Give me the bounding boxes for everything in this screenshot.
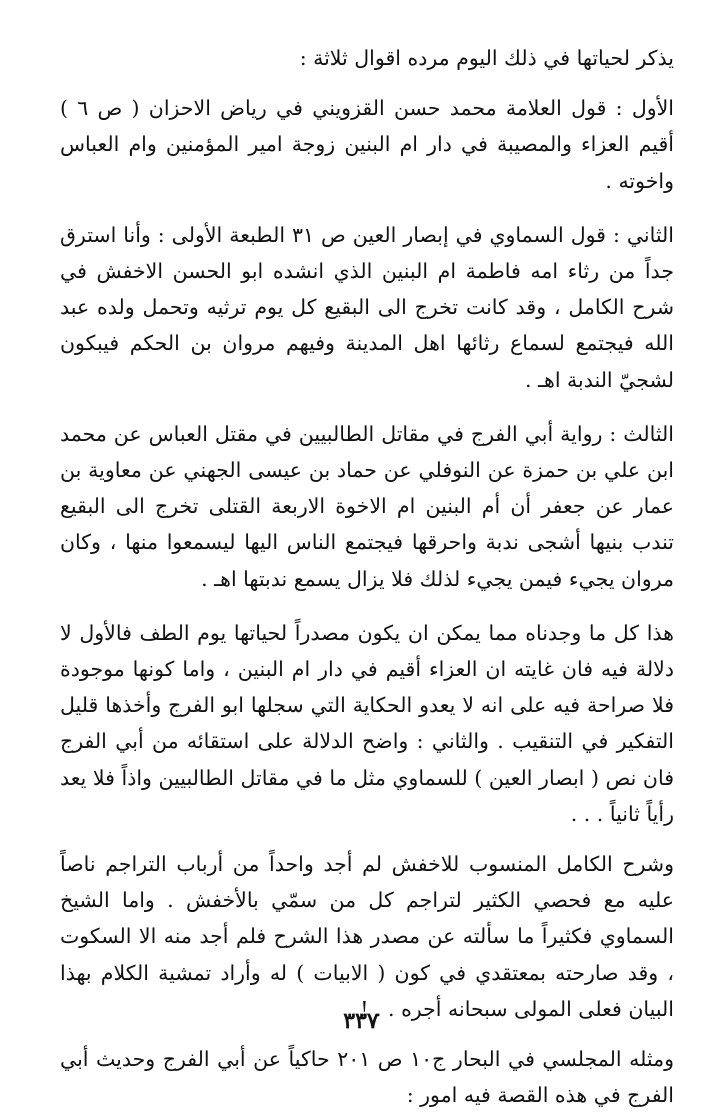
third-opinion-paragraph: الثالث : رواية أبي الفرج في مقاتل الطالبيين في مقتل العباس عن محمد ابن علي بن حمزة عن النوفلي عن حماد بن عيسى الجهني عن معاوية بن عمار عن جعفر أن أم البنين ام الاخوة الاربعة القتلى تخرج الى البقيع تندب بنيها أشجى ندبة واحرقها فيجتمع الناس اليها ليسمعوا منها ، وكان مروان يجيء فيمن يجيء لذلك فلا يزال يسمع ندبتها اهـ .: [60, 421, 674, 591]
second-opinion-paragraph: الثاني : قول السماوي في إبصار العين ص ٣١ الطبعة الأولى : وأنا استرق جداً من رثاء امه فاطمة ام البنين الذي انشده ابو الحسن الاخفش في شرح الكامل ، وقد كانت تخرج الى البقيع كل يوم ترثيه وتحمل ولده عبد الله فيجتمع لسماع رثائها اهل المدينة وفيهم مروان بن الحكم فيبكون لشجيّ الندبة اهـ .: [60, 222, 674, 392]
spacer: [60, 76, 674, 90]
page-number: ٣٣٧: [343, 1008, 379, 1034]
page-body: [60, 40, 674, 1113]
spacer: [60, 832, 674, 846]
spacer: [60, 597, 674, 615]
opening-line: يذكر لحياتها في ذلك اليوم مرده اقوال ثلاثة :: [299, 46, 674, 70]
majlisi-paragraph: ومثله المجلسي في البحار ج١٠ ص ٢٠١ حاكياً عن أبي الفرج وحديث أبي الفرج في هذه القصة فيه امور :: [60, 1047, 674, 1108]
spacer: [60, 398, 674, 416]
spacer: [60, 199, 674, 217]
analysis-paragraph: هذا كل ما وجدناه مما يمكن ان يكون مصدراً لحياتها يوم الطف فالأول لا دلالة فيه فان غايته ان العزاء أقيم في دار ام البنين ، واما كونها موجودة فلا صراحة فيه على انه لا يعدو الحكاية التي سجلها ابو الفرج وأخذها قليل التفكير في التنقيب . والثاني : واضح الدلالة على استقائه من أبي الفرج فان نص ( ابصار العين ) للسماوي مثل ما في مقاتل الطالبيين واذاً فلا يعد رأياً ثانياً . . .: [60, 620, 674, 826]
first-opinion-paragraph: الأول : قول العلامة محمد حسن القزويني في رياض الاحزان ( ص ٦ ) أقيم العزاء والمصيبة في دار ام البنين زوجة امير المؤمنين وام العباس واخوته .: [60, 96, 674, 193]
sharh-paragraph: وشرح الكامل المنسوب للاخفش لم أجد واحداً من أرباب التراجم ناصاً عليه مع فحصي الكثير لتراجم كل من سمّي بالأخفش . واما الشيخ السماوي فكثيراً ما سألته عن مصدر هذا الشرح فلم أجد منه الا السكوت ، وقد صارحته بمعتقدي في كون ( الابيات ) له وأراد تمشية الكلام بهذا البيان فعلى المولى سبحانه أجره . . !: [60, 852, 674, 1021]
